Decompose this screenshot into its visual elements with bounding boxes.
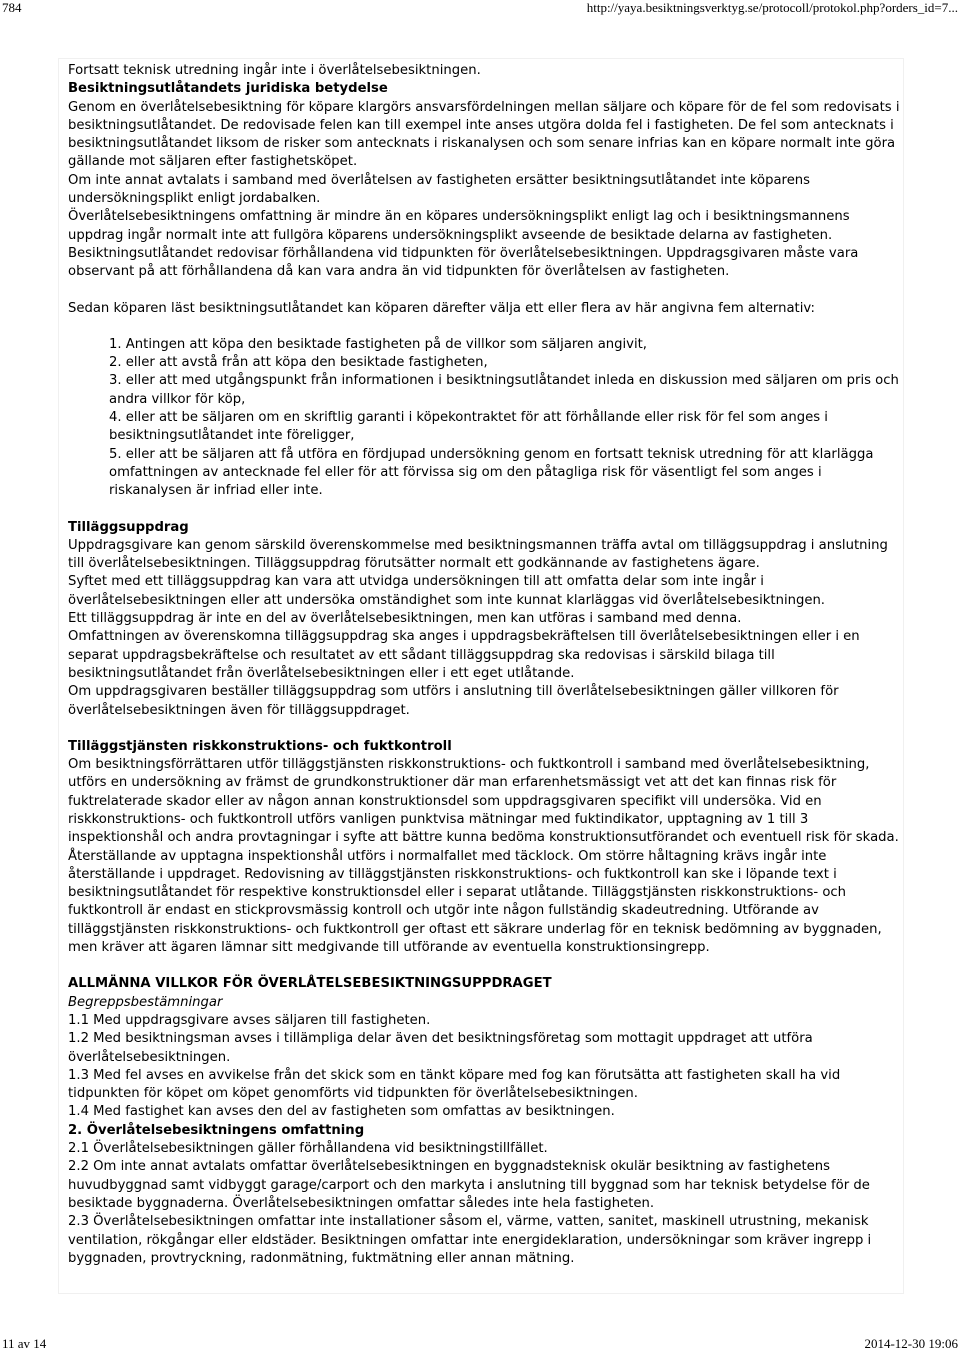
definition: 1.3 Med fel avses en avvikelse från det skick som en tänkt köpare med fog kan förutsätta att fastigheten skall ha vid tidpunkten för köpet om köpet genomförts vid tidpunkten för överlåtelsebesiktningen. bbox=[68, 1067, 841, 1102]
document-body bbox=[68, 62, 904, 1268]
heading-tillagg: Tilläggsuppdrag bbox=[68, 519, 189, 535]
heading-omfattning: 2. Överlåtelsebesiktningens omfattning bbox=[68, 1122, 365, 1138]
list-item: 1. Antingen att köpa den besiktade fastigheten på de villkor som säljaren angivit, bbox=[109, 336, 648, 352]
list-item: 3. eller att med utgångspunkt från informationen i besiktningsutlåtandet inleda en diskussion med säljaren om pris och andra villkor för köp, bbox=[109, 373, 899, 407]
paragraph: Besiktningsutlåtandet redovisar förhållandena vid tidpunkten för överlåtelsebesiktningen. Uppdragsgivaren måste vara observant på att förhållandena då kan vara andra än vid tidpunkten för överlåtelsen av fastigheten. bbox=[68, 245, 859, 280]
heading-risk: Tilläggstjänsten riskkonstruktions- och fuktkontroll bbox=[68, 738, 452, 754]
definition: 1.4 Med fastighet kan avses den del av fastigheten som omfattas av besiktningen. bbox=[68, 1104, 615, 1120]
paragraph: Omfattningen av överenskomna tilläggsuppdrag ska anges i uppdragsbekräftelsen till överlåtelsebesiktningen eller i en separat uppdragsbekräftelse och resultatet av ett sådant tilläggsuppdrag ska redovisas i särskild bilaga till besiktningsutlåtandet från överlåtelsebesiktningen eller i ett eget utlåtande. bbox=[68, 629, 860, 681]
page-url: http://yaya.besiktningsverktyg.se/protocoll/protokol.php?orders_id=7... bbox=[586, 0, 958, 15]
clause: 2.2 Om inte annat avtalats omfattar överlåtelsebesiktningen en byggnadsteknisk okulär besiktning av fastighetens huvudbyggnad samt vidbyggt garage/carport och den markyta i anslutning till byggnad som har teknisk betydelse för de besiktade byggnaderna. Överlåtelsebesiktningen omfattar således inte hela fastigheten. bbox=[68, 1159, 870, 1211]
paragraph: Om uppdragsgivaren beställer tilläggsuppdrag som utförs i anslutning till överlåtelsebesiktningen gäller villkoren för överlåtelsebesiktningen även för tilläggsuppdraget. bbox=[68, 684, 839, 718]
page-number: 784 bbox=[2, 0, 22, 15]
list-item: 2. eller att avstå från att köpa den besiktade fastigheten, bbox=[109, 355, 488, 371]
page-counter: 11 av 14 bbox=[2, 1336, 47, 1351]
definition: 1.1 Med uppdragsgivare avses säljaren till fastigheten. bbox=[68, 1012, 431, 1028]
list-item: 5. eller att be säljaren att få utföra en fördjupad undersökning genom en fortsatt teknisk utredning för att klarlägga omfattningen av antecknade fel eller för att förvissa sig om den påtagliga risk för väsentligt fel som anges i riskanalysen är infriad eller inte. bbox=[109, 446, 874, 499]
heading-juridisk: Besiktningsutlåtandets juridiska betydelse bbox=[68, 81, 388, 97]
list-item: 4. eller att be säljaren om en skriftlig garanti i köpekontraktet för att förhållande eller risk för fel som anges i besiktningsutlåtandet inte föreligger, bbox=[109, 410, 828, 444]
subheading-begrepp: Begreppsbestämningar bbox=[68, 994, 223, 1010]
paragraph: Genom en överlåtelsebesiktning för köpare klargörs ansvarsfördelningen mellan säljare och köpare för de fel som redovisats i besiktningsutlåtandet. De redovisade felen kan till exempel inte anses utgöra dolda fel i fastigheten. De fel som antecknats i besiktningsutlåtandet liksom de risker som antecknats i riskanalysen och som senare infrias kan en köpare normalt inte göra gällande mot säljaren efter fastighetsköpet. bbox=[68, 99, 900, 170]
paragraph: Syftet med ett tilläggsuppdrag kan vara att utvidga undersökningen till att omfatta delar som inte ingår i överlåtelsebesiktningen eller att undersöka omständighet som inte kunnat klarläggas vid överlåtelsebesiktningen. bbox=[68, 574, 825, 608]
paragraph: Om besiktningsförrättaren utför tilläggstjänsten riskkonstruktions- och fuktkontroll i samband med överlåtelsebesiktning, utförs en undersökning av främst de grundkonstruktioner där man erfarenhetsmässigt vet att det kan finnas risk för fuktrelaterade skador eller av någon annan konstruktionsdel som uppdragsgivaren specifikt vill undersöka. Vid en riskkonstruktions- och fuktkontroll utförs vanligen punktvisa mätningar med fuktindikator, upptagning av 1 till 3 inspektionshål och andra provtagningar i syfte att bättre kunna bedöma konstruktionsutförandet och eventuell risk för skada. Återställande av upptagna inspektionshål utförs i normalfallet med täcklock. Om större håltagning krävs ingår inte återställande i uppdraget. Redovisning av tilläggstjänsten riskkonstruktions- och fuktkontroll kan ske i löpande text i besiktningsutlåtandet för respektive konstruktionsdel eller i separat utlåtande. Tilläggstjänsten riskkonstruktions- och fuktkontroll är endast en stickprovsmässig kontroll och utgör inte någon fullständig skadeutredning. Utförande av tilläggstjänsten riskkonstruktions- och fuktkontroll ger oftast ett säkrare underlag för en teknisk bedömning av byggnaden, men kräver att ägaren lämnar sitt medgivande till utförande av eventuella konstruktionsingrepp. bbox=[68, 757, 899, 956]
clause: 2.1 Överlåtelsebesiktningen gäller förhållandena vid besiktningstillfället. bbox=[68, 1141, 548, 1157]
print-timestamp: 2014-12-30 19:06 bbox=[864, 1336, 958, 1351]
alternatives-intro: Sedan köparen läst besiktningsutlåtandet kan köparen därefter välja ett eller flera av här angivna fem alternativ: bbox=[68, 300, 815, 316]
alternatives-list bbox=[109, 336, 904, 501]
paragraph: Uppdragsgivare kan genom särskild överenskommelse med besiktningsmannen träffa avtal om tilläggsuppdrag i anslutning till överlåtelsebesiktningen. Tilläggsuppdrag förutsätter normalt ett godkännande av fastighetens ägare. bbox=[68, 537, 888, 572]
clause: 2.3 Överlåtelsebesiktningen omfattar inte installationer såsom el, värme, vatten, sanitet, maskinell utrustning, mekanisk ventilation, rökgångar eller eldstäder. Besiktningen omfattar inte energideklaration, undersökningar som kräver ingrepp i byggnaden, provtryckning, radonmätning, fuktmätning eller annan mätning. bbox=[68, 1214, 872, 1266]
paragraph: Överlåtelsebesiktningens omfattning är mindre än en köpares undersökningsplikt enligt lag och i besiktningsmannens uppdrag ingår normalt inte att fullgöra köparens undersökningsplikt avseende de besiktade delarna av fastigheten. bbox=[68, 209, 850, 243]
paragraph: Ett tilläggsuppdrag är inte en del av överlåtelsebesiktningen, men kan utföras i samband med denna. bbox=[68, 611, 742, 627]
definition: 1.2 Med besiktningsman avses i tillämpliga delar även det besiktningsföretag som mottagit uppdraget att utföra överlåtelsebesiktningen. bbox=[68, 1031, 813, 1065]
paragraph: Om inte annat avtalats i samband med överlåtelsen av fastigheten ersätter besiktningsutlåtandet inte köparens undersökningsplikt enligt jordabalken. bbox=[68, 172, 811, 207]
intro-line: Fortsatt teknisk utredning ingår inte i överlåtelsebesiktningen. bbox=[68, 63, 481, 78]
heading-villkor: ALLMÄNNA VILLKOR FÖR ÖVERLÅTELSEBESIKTNINGSUPPDRAGET bbox=[68, 976, 552, 992]
